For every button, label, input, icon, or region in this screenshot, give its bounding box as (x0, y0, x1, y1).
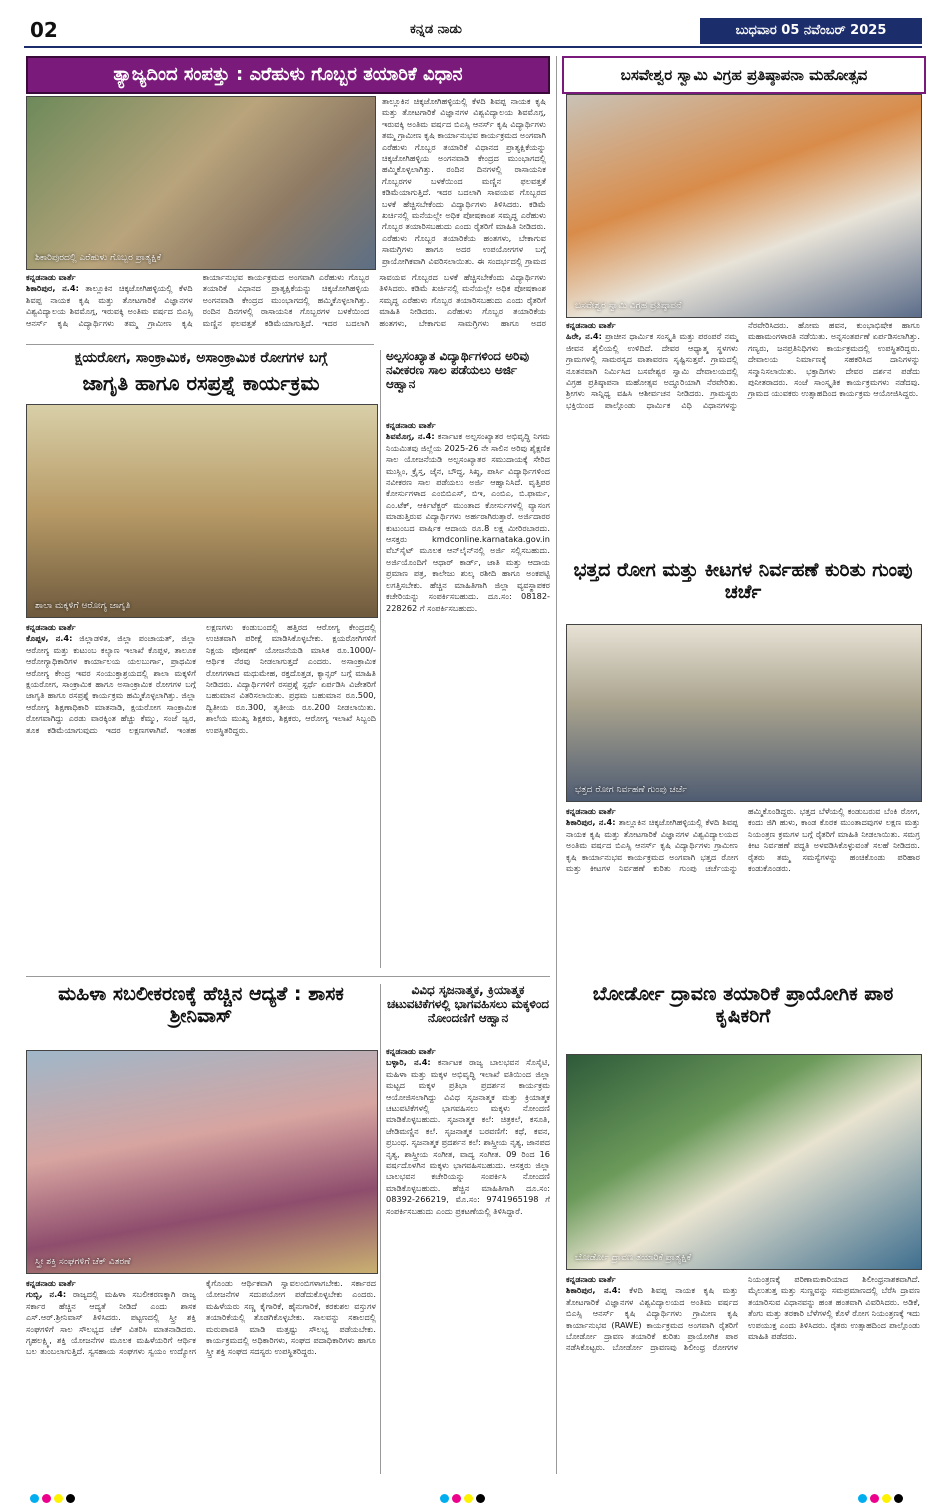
page-header (0, 0, 945, 44)
a8-body (566, 1274, 920, 1474)
a3-photo-caption: ಶಾಲಾ ಮಕ್ಕಳಿಗೆ ಆರೋಗ್ಯ ಜಾಗೃತಿ (35, 601, 131, 611)
a6-place: ಗುಬ್ಬಿ, ನ.4: (26, 1289, 67, 1300)
a2-place: ಹಿರೇ, ನ.4: (566, 331, 602, 342)
a8-text: ಕೆಳದಿ ಶಿವಪ್ಪ ನಾಯಕ ಕೃಷಿ ಮತ್ತು ತೋಟಗಾರಿಕೆ ವಿಜ್ಞಾನಗಳ ವಿಶ್ವವಿದ್ಯಾಲಯದ ಅಂತಿಮ ವರ್ಷದ ಬಿಎಸ್ಸಿ ಆನರ್ಸ್ ಕೃಷಿ ವಿದ್ಯಾರ್ಥಿಗಳು ಗ್ರಾಮೀಣ ಕೃಷಿ ಕಾರ್ಯಾನುಭವ (RAWE) ಕಾರ್ಯಕ್ರಮದ ಅಂಗವಾಗಿ ರೈತರಿಗೆ ಬೋರ್ಡೋ ದ್ರಾವಣ ತಯಾರಿಕೆ ಕುರಿತು ಪ್ರಾಯೋಗಿಕ ಪಾಠ ನಡೆಸಿಕೊಟ್ಟರು. ಬೋರ್ಡೋ ದ್ರಾವಣವು ಶಿಲೀಂಧ್ರ ರೋಗಗಳ ನಿಯಂತ್ರಣಕ್ಕೆ ಪರಿಣಾಮಕಾರಿಯಾದ ಶಿಲೀಂಧ್ರನಾಶಕವಾಗಿದೆ. ಮೈಲುತುತ್ತ ಮತ್ತು ಸುಣ್ಣವನ್ನು ಸಮಪ್ರಮಾಣದಲ್ಲಿ ಬೆರೆಸಿ ದ್ರಾವಣ ತಯಾರಿಸುವ ವಿಧಾನವನ್ನು ಹಂತ ಹಂತವಾಗಿ ವಿವರಿಸಿದರು. ಅಡಿಕೆ, ತೆಂಗು ಮತ್ತು ತರಕಾರಿ ಬೆಳೆಗಳಲ್ಲಿ ಕೊಳೆ ರೋಗ ನಿಯಂತ್ರಣಕ್ಕೆ ಇದು ಉಪಯುಕ್ತ ಎಂದು ತಿಳಿಸಿದರು. ರೈತರು ಉತ್ಸಾಹದಿಂದ ಪಾಲ್ಗೊಂಡು ಮಾಹಿತಿ ಪಡೆದರು. (566, 1274, 920, 1353)
a2-body (566, 320, 920, 548)
a1-text: ತಾಲ್ಲೂಕಿನ ಚಿಕ್ಕಜೋಗಿಹಳ್ಳಿಯಲ್ಲಿ ಕೆಳದಿ ಶಿವಪ್ಪ ನಾಯಕ ಕೃಷಿ ಮತ್ತು ತೋಟಗಾರಿಕೆ ವಿಜ್ಞಾನಗಳ ವಿಶ್ವವಿದ್ಯಾಲಯ ಶಿವಮೊಗ್ಗ, ಇರುವಕ್ಕಿ ಅಂತಿಮ ವರ್ಷದ ಬಿಎಸ್ಸಿ ಆನರ್ಸ್ ಕೃಷಿ ವಿದ್ಯಾರ್ಥಿಗಳು ತಮ್ಮ ಗ್ರಾಮೀಣ ಕೃಷಿ ಕಾರ್ಯಾನುಭವ ಕಾರ್ಯಕ್ರಮದ ಅಂಗವಾಗಿ ಎರೆಹುಳು ಗೊಬ್ಬರ ತಯಾರಿಕೆ ವಿಧಾನದ ಪ್ರಾತ್ಯಕ್ಷಿಕೆಯನ್ನು ಚಿಕ್ಕಜೋಗಿಹಳ್ಳಿಯ ಅಂಗನವಾಡಿ ಕೇಂದ್ರದ ಮುಂಭಾಗದಲ್ಲಿ ಹಮ್ಮಿಕೊಳ್ಳಲಾಗಿತ್ತು. ರಂದಿನ ದಿನಗಳಲ್ಲಿ ರಾಸಾಯನಿಕ ಗೊಬ್ಬರಗಳ ಬಳಕೆಯಿಂದ ಮಣ್ಣಿನ ಫಲವತ್ತತೆ ಕಡಿಮೆಯಾಗುತ್ತಿದೆ. ಇದರ ಬದಲಾಗಿ ಸಾವಯವ ಗೊಬ್ಬರದ ಬಳಕೆ ಹೆಚ್ಚಿಸಬೇಕೆಂದು ವಿದ್ಯಾರ್ಥಿಗಳು ತಿಳಿಸಿದರು. ಕಡಿಮೆ ಖರ್ಚಿನಲ್ಲಿ ಮನೆಯಲ್ಲೇ ಅಧಿಕ ಪೋಷಕಾಂಶ ಸಮೃದ್ಧ ಎರೆಹುಳು ಗೊಬ್ಬರ ತಯಾರಿಸಬಹುದು ಎಂದು ರೈತರಿಗೆ ಮಾಹಿತಿ ನೀಡಿದರು. ಎರೆಹುಳು ಗೊಬ್ಬರ ತಯಾರಿಕೆಯ ಹಂತಗಳು, ಬೇಕಾಗುವ ಸಾಮಗ್ರಿಗಳು ಹಾಗೂ ಅದರ (26, 272, 546, 328)
column-rule (380, 984, 381, 1474)
registration-marks (30, 1488, 78, 1507)
a7-byline: ಕನ್ನಡನಾಡು ವಾರ್ತೆ (386, 1046, 436, 1056)
a7-place: ಬಳ್ಳಾರಿ, ನ.4: (386, 1057, 431, 1068)
a1-body (26, 272, 546, 340)
a6-photo (26, 1050, 378, 1274)
a5-photo-caption: ಭತ್ತದ ರೋಗ ನಿರ್ವಹಣೆ ಗುಂಪು ಚರ್ಚೆ (575, 785, 687, 795)
a7-body (386, 1046, 550, 1474)
a4-body (386, 420, 550, 968)
a6-headline: ಮಹಿಳಾ ಸಬಲೀಕರಣಕ್ಕೆ ಹೆಚ್ಚಿನ ಆದ್ಯತೆ : ಶಾಸಕ ಶ್ರೀನಿವಾಸ್ (58, 983, 344, 1027)
a1-byline: ಕನ್ನಡನಾಡು ವಾರ್ತೆ (26, 272, 76, 282)
a1-photo (26, 96, 376, 270)
a6-body (26, 1278, 376, 1474)
a1-body-cont (382, 96, 546, 268)
a8-photo-caption: ಬೋರ್ಡೋ ದ್ರಾವಣ ತಯಾರಿಕೆ ಪ್ರಾತ್ಯಕ್ಷಿಕೆ (575, 1253, 692, 1263)
a1-photo-caption: ಶಿಕಾರಿಪುರದಲ್ಲಿ ಎರೆಹುಳು ಗೊಬ್ಬರ ಪ್ರಾತ್ಯಕ್ಷಿಕೆ (35, 253, 162, 263)
a3-photo (26, 404, 378, 618)
a5-photo (566, 624, 922, 802)
a1-text-cont: ತಾಲ್ಲೂಕಿನ ಚಿಕ್ಕಜೋಗಿಹಳ್ಳಿಯಲ್ಲಿ ಕೆಳದಿ ಶಿವಪ್ಪ ನಾಯಕ ಕೃಷಿ ಮತ್ತು ತೋಟಗಾರಿಕೆ ವಿಜ್ಞಾನಗಳ ವಿಶ್ವವಿದ್ಯಾಲಯ ಶಿವಮೊಗ್ಗ, ಇರುವಕ್ಕಿ ಅಂತಿಮ ವರ್ಷದ ಬಿಎಸ್ಸಿ ಆನರ್ಸ್ ಕೃಷಿ ವಿದ್ಯಾರ್ಥಿಗಳು ತಮ್ಮ ಗ್ರಾಮೀಣ ಕೃಷಿ ಕಾರ್ಯಾನುಭವ ಕಾರ್ಯಕ್ರಮದ ಅಂಗವಾಗಿ ಎರೆಹುಳು ಗೊಬ್ಬರ ತಯಾರಿಕೆ ವಿಧಾನದ ಪ್ರಾತ್ಯಕ್ಷಿಕೆಯನ್ನು ಚಿಕ್ಕಜೋಗಿಹಳ್ಳಿಯ ಅಂಗನವಾಡಿ ಕೇಂದ್ರದ ಮುಂಭಾಗದಲ್ಲಿ ಹಮ್ಮಿಕೊಳ್ಳಲಾಗಿತ್ತು. ರಂದಿನ ದಿನಗಳಲ್ಲಿ ರಾಸಾಯನಿಕ ಗೊಬ್ಬರಗಳ ಬಳಕೆಯಿಂದ ಮಣ್ಣಿನ ಫಲವತ್ತತೆ ಕಡಿಮೆಯಾಗುತ್ತಿದೆ. ಇದರ ಬದಲಾಗಿ ಸಾವಯವ ಗೊಬ್ಬರದ ಬಳಕೆ ಹೆಚ್ಚಿಸಬೇಕೆಂದು ವಿದ್ಯಾರ್ಥಿಗಳು ತಿಳಿಸಿದರು. ಕಡಿಮೆ ಖರ್ಚಿನಲ್ಲಿ ಮನೆಯಲ್ಲೇ ಅಧಿಕ ಪೋಷಕಾಂಶ ಸಮೃದ್ಧ ಎರೆಹುಳು ಗೊಬ್ಬರ ತಯಾರಿಸಬಹುದು ಎಂದು ರೈತರಿಗೆ ಮಾಹಿತಿ ನೀಡಿದರು. ಎರೆಹುಳು ಗೊಬ್ಬರ ತಯಾರಿಕೆಯ ಹಂತಗಳು, ಬೇಕಾಗುವ ಸಾಮಗ್ರಿಗಳು ಹಾಗೂ ಅದರ ಉಪಯೋಗಗಳ ಬಗ್ಗೆ ಪ್ರಾಯೋಗಿಕವಾಗಿ ವಿವರಿಸಲಾಯಿತು. ಈ ಸಂದರ್ಭದಲ್ಲಿ ಗ್ರಾಮದ (382, 96, 546, 266)
a2-photo-caption: ಬಸವೇಶ್ವರ ಸ್ವಾಮಿ ವಿಗ್ರಹ ಪ್ರತಿಷ್ಠಾಪನೆ (575, 301, 682, 311)
a3-kicker: ಕ್ಷಯರೋಗ, ಸಾಂಕ್ರಾಮಿಕ, ಅಸಾಂಕ್ರಾಮಿಕ ರೋಗಗಳ ಬಗ್ಗೆ (74, 350, 328, 366)
registration-marks (440, 1488, 488, 1507)
a2-headline: ಬಸವೇಶ್ವರ ಸ್ವಾಮಿ ವಿಗ್ರಹ ಪ್ರತಿಷ್ಠಾಪನಾ ಮಹೋತ್ಸವ (562, 56, 926, 94)
a7-text: ಕರ್ನಾಟಕ ರಾಜ್ಯ ಬಾಲಭವನ ಸೊಸೈಟಿ, ಮಹಿಳಾ ಮತ್ತು ಮಕ್ಕಳ ಅಭಿವೃದ್ಧಿ ಇಲಾಖೆ ವತಿಯಿಂದ ಜಿಲ್ಲಾ ಮಟ್ಟದ ಮಕ್ಕಳ ಪ್ರತಿಭಾ ಪ್ರದರ್ಶನ ಕಾರ್ಯಕ್ರಮ ಆಯೋಜಿಸಲಾಗಿದ್ದು ವಿವಿಧ ಸೃಜನಾತ್ಮಕ ಮತ್ತು ಕ್ರಿಯಾತ್ಮಕ ಚಟುವಟಿಕೆಗಳಲ್ಲಿ ಭಾಗವಹಿಸಲು ಮಕ್ಕಳು ನೋಂದಣಿ ಮಾಡಿಕೊಳ್ಳಬಹುದು. ಸೃಜನಾತ್ಮಕ ಕಲೆ: ಚಿತ್ರಕಲೆ, ಕಸೂತಿ, ಜೇಡಿಮಣ್ಣಿನ ಕಲೆ. ಸೃಜನಾತ್ಮಕ ಬರವಣಿಗೆ: ಕಥೆ, ಕವನ, ಪ್ರಬಂಧ. ಸೃಜನಾತ್ಮಕ ಪ್ರದರ್ಶನ ಕಲೆ: ಶಾಸ್ತ್ರೀಯ ನೃತ್ಯ, ಜಾನಪದ ನೃತ್ಯ, ಶಾಸ್ತ್ರೀಯ ಸಂಗೀತ, ವಾದ್ಯ ಸಂಗೀತ. 09 ರಿಂದ 16 ವರ್ಷದೊಳಗಿನ ಮಕ್ಕಳು ಭಾಗವಹಿಸಬಹುದು. ಆಸಕ್ತರು ಜಿಲ್ಲಾ ಬಾಲಭವನ ಕಚೇರಿಯನ್ನು ಸಂಪರ್ಕಿಸಿ ನೋಂದಣಿ ಮಾಡಿಕೊಳ್ಳಬಹುದು. ಹೆಚ್ಚಿನ ಮಾಹಿತಿಗಾಗಿ ದೂ.ಸಂ: 08392-266219, ಮೊ.ಸಂ: 9741965198 ಗೆ ಸಂಪರ್ಕಿಸಬಹುದು ಎಂದು ಪ್ರಕಟಣೆಯಲ್ಲಿ ತಿಳಿಸಿದ್ದಾರೆ. (386, 1057, 550, 1216)
a3-text: ಜಿಲ್ಲಾಡಳಿತ, ಜಿಲ್ಲಾ ಪಂಚಾಯತ್, ಜಿಲ್ಲಾ ಆರೋಗ್ಯ ಮತ್ತು ಕುಟುಂಬ ಕಲ್ಯಾಣ ಇಲಾಖೆ ಕೊಪ್ಪಳ, ತಾಲೂಕ ಆರೋಗ್ಯಾಧಿಕಾರಿಗಳ ಕಾರ್ಯಾಲಯ ಯಲಬುರ್ಗಾ, ಪ್ರಾಥಮಿಕ ಆರೋಗ್ಯ ಕೇಂದ್ರ ಇವರ ಸಂಯುಕ್ತಾಶ್ರಯದಲ್ಲಿ ಶಾಲಾ ಮಕ್ಕಳಿಗೆ ಕ್ಷಯರೋಗ, ಸಾಂಕ್ರಾಮಿಕ ಹಾಗೂ ಅಸಾಂಕ್ರಾಮಿಕ ರೋಗಗಳ ಬಗ್ಗೆ ಜಾಗೃತಿ ಹಾಗೂ ರಸಪ್ರಶ್ನೆ ಕಾರ್ಯಕ್ರಮ ಹಮ್ಮಿಕೊಳ್ಳಲಾಗಿತ್ತು. ಜಿಲ್ಲಾ ಆರೋಗ್ಯ ಶಿಕ್ಷಣಾಧಿಕಾರಿ ಮಾತನಾಡಿ, ಕ್ಷಯರೋಗ ಸಾಂಕ್ರಾಮಿಕ ರೋಗವಾಗಿದ್ದು ಎರಡು ವಾರಕ್ಕಿಂತ ಹೆಚ್ಚು ಕೆಮ್ಮು, ಸಂಜೆ ಜ್ವರ, ತೂಕ ಕಡಿಮೆಯಾಗುವುದು ಇದರ ಲಕ್ಷಣಗಳಾಗಿವೆ. ಇಂತಹ ಲಕ್ಷಣಗಳು ಕಂಡುಬಂದಲ್ಲಿ ಹತ್ತಿರದ ಆರೋಗ್ಯ ಕೇಂದ್ರದಲ್ಲಿ ಉಚಿತವಾಗಿ ಪರೀಕ್ಷೆ ಮಾಡಿಸಿಕೊಳ್ಳಬೇಕು. ಕ್ಷಯರೋಗಿಗಳಿಗೆ ನಿಕ್ಷಯ ಪೋಷಣ್ ಯೋಜನೆಯಡಿ ಮಾಸಿಕ ರೂ.1000/- ಆರ್ಥಿಕ ನೆರವು ನೀಡಲಾಗುತ್ತದೆ ಎಂದರು. ಅಸಾಂಕ್ರಾಮಿಕ ರೋಗಗಳಾದ ಮಧುಮೇಹ, ರಕ್ತದೊತ್ತಡ, ಕ್ಯಾನ್ಸರ್ ಬಗ್ಗೆ ಮಾಹಿತಿ ನೀಡಿದರು. ವಿದ್ಯಾರ್ಥಿಗಳಿಗೆ ರಸಪ್ರಶ್ನೆ ಸ್ಪರ್ಧೆ ಏರ್ಪಡಿಸಿ ವಿಜೇತರಿಗೆ ಬಹುಮಾನ ವಿತರಿಸಲಾಯಿತು. ಪ್ರಥಮ ಬಹುಮಾನ ರೂ.500, ದ್ವಿತೀಯ ರೂ.300, ತೃತೀಯ ರೂ.200 ನೀಡಲಾಯಿತು. ಶಾಲೆಯ ಮುಖ್ಯ ಶಿಕ್ಷಕರು, ಶಿಕ್ಷಕರು, ಆರೋಗ್ಯ ಇಲಾಖೆ ಸಿಬ್ಬಂದಿ ಉಪಸ್ಥಿತರಿದ್ದರು. (26, 622, 376, 735)
a5-text: ತಾಲ್ಲೂಕಿನ ಚಿಕ್ಕಜೋಗಿಹಳ್ಳಿಯಲ್ಲಿ ಕೆಳದಿ ಶಿವಪ್ಪ ನಾಯಕ ಕೃಷಿ ಮತ್ತು ತೋಟಗಾರಿಕೆ ವಿಜ್ಞಾನಗಳ ವಿಶ್ವವಿದ್ಯಾಲಯದ ಅಂತಿಮ ವರ್ಷದ ಬಿಎಸ್ಸಿ ಆನರ್ಸ್ ಕೃಷಿ ವಿದ್ಯಾರ್ಥಿಗಳು ಗ್ರಾಮೀಣ ಕೃಷಿ ಕಾರ್ಯಾನುಭವ ಕಾರ್ಯಕ್ರಮದ ಅಂಗವಾಗಿ ಭತ್ತದ ರೋಗ ಮತ್ತು ಕೀಟಗಳ ನಿರ್ವಹಣೆ ಕುರಿತು ಗುಂಪು ಚರ್ಚೆಯನ್ನು ಹಮ್ಮಿಕೊಂಡಿದ್ದರು. ಭತ್ತದ ಬೆಳೆಯಲ್ಲಿ ಕಂಡುಬರುವ ಬೆಂಕಿ ರೋಗ, ಕಂದು ಜಿಗಿ ಹುಳು, ಕಾಂಡ ಕೊರಕ ಮುಂತಾದವುಗಳ ಲಕ್ಷಣ ಮತ್ತು ನಿಯಂತ್ರಣ ಕ್ರಮಗಳ ಬಗ್ಗೆ ರೈತರಿಗೆ ಮಾಹಿತಿ ನೀಡಲಾಯಿತು. ಸಮಗ್ರ ಕೀಟ ನಿರ್ವಹಣೆ ಪದ್ಧತಿ ಅಳವಡಿಸಿಕೊಳ್ಳುವಂತೆ ಸಲಹೆ ನೀಡಿದರು. ರೈತರು ತಮ್ಮ ಸಮಸ್ಯೆಗಳನ್ನು ಹಂಚಿಕೊಂಡು ಪರಿಹಾರ ಕಂಡುಕೊಂಡರು. (566, 806, 920, 874)
a4-headline: ಅಲ್ಪಸಂಖ್ಯಾತ ವಿದ್ಯಾರ್ಥಿಗಳಿಂದ ಅರಿವು ನವೀಕರಣ ಸಾಲ ಪಡೆಯಲು ಅರ್ಜಿ ಆಹ್ವಾನ (386, 349, 530, 391)
a4-byline: ಕನ್ನಡನಾಡು ವಾರ್ತೆ (386, 420, 436, 430)
a4-text: ಕರ್ನಾಟಕ ಅಲ್ಪಸಂಖ್ಯಾತರ ಅಭಿವೃದ್ಧಿ ನಿಗಮ ನಿಯಮಿತವು ಜಿಲ್ಲೆಯ 2025-26 ನೇ ಸಾಲಿನ ಅರಿವು ಶೈಕ್ಷಣಿಕ ಸಾಲ ಯೋಜನೆಯಡಿ ಅಲ್ಪಸಂಖ್ಯಾತರ ಸಮುದಾಯಕ್ಕೆ ಸೇರಿದ ಮುಸ್ಲಿಂ, ಕ್ರೈಸ್ತ, ಜೈನ, ಬೌದ್ಧ, ಸಿಖ್ಖ, ಪಾರ್ಸಿ ವಿದ್ಯಾರ್ಥಿಗಳಿಂದ ನವೀಕರಣ ಸಾಲ ಪಡೆಯಲು ಅರ್ಜಿ ಆಹ್ವಾನಿಸಿದೆ. ವೃತ್ತಿಪರ ಕೋರ್ಸುಗಳಾದ ಎಂಬಿಬಿಎಸ್, ಬಿಇ, ಎಂಬಿಎ, ಬಿ.ಫಾರ್ಮ, ಎಂ.ಟೆಕ್, ಆರ್ಕಿಟೆಕ್ಚರ್ ಮುಂತಾದ ಕೋರ್ಸುಗಳಲ್ಲಿ ವ್ಯಾಸಂಗ ಮಾಡುತ್ತಿರುವ ವಿದ್ಯಾರ್ಥಿಗಳು ಅರ್ಹರಾಗಿರುತ್ತಾರೆ. ಅರ್ಜಿದಾರರ ಕುಟುಂಬದ ವಾರ್ಷಿಕ ಆದಾಯ ರೂ.8 ಲಕ್ಷ ಮೀರಿರಬಾರದು. ಆಸಕ್ತರು kmdconline.karnataka.gov.in ವೆಬ್‌ಸೈಟ್ ಮೂಲಕ ಆನ್‌ಲೈನ್‌ನಲ್ಲಿ ಅರ್ಜಿ ಸಲ್ಲಿಸಬಹುದು. ಅರ್ಜಿಯೊಂದಿಗೆ ಆಧಾರ್ ಕಾರ್ಡ್, ಜಾತಿ ಮತ್ತು ಆದಾಯ ಪ್ರಮಾಣ ಪತ್ರ, ಕಾಲೇಜು ಶುಲ್ಕ ರಶೀದಿ ಹಾಗೂ ಅಂಕಪಟ್ಟಿ ಲಗತ್ತಿಸಬೇಕು. ಹೆಚ್ಚಿನ ಮಾಹಿತಿಗಾಗಿ ಜಿಲ್ಲಾ ವ್ಯವಸ್ಥಾಪಕರ ಕಚೇರಿಯನ್ನು ಸಂಪರ್ಕಿಸಬಹುದು. ದೂ.ಸಂ: 08182-228262 ಗೆ ಸಂಪರ್ಕಿಸಬಹುದು. (386, 431, 550, 613)
a5-place: ಶಿಕಾರಿಪುರ, ನ.4: (566, 817, 616, 828)
a8-headline: ಬೋರ್ಡೋ ದ್ರಾವಣ ತಯಾರಿಕೆ ಪ್ರಾಯೋಗಿಕ ಪಾಠ ಕೃಷಿಕರಿಗೆ (592, 983, 894, 1027)
a6-photo-caption: ಸ್ತ್ರೀ ಶಕ್ತಿ ಸಂಘಗಳಿಗೆ ಚೆಕ್ ವಿತರಣೆ (35, 1257, 131, 1267)
a2-photo (566, 94, 922, 318)
a3-headline: ಜಾಗೃತಿ ಹಾಗೂ ರಸಪ್ರಶ್ನೆ ಕಾರ್ಯಕ್ರಮ (82, 371, 320, 395)
a6-text: ರಾಜ್ಯದಲ್ಲಿ ಮಹಿಳಾ ಸಬಲೀಕರಣಕ್ಕಾಗಿ ರಾಜ್ಯ ಸರ್ಕಾರ ಹೆಚ್ಚಿನ ಆದ್ಯತೆ ನೀಡಿದೆ ಎಂದು ಶಾಸಕ ಎಸ್.ಆರ್.ಶ್ರೀನಿವಾಸ್ ತಿಳಿಸಿದರು. ಪಟ್ಟಣದಲ್ಲಿ ಸ್ತ್ರೀ ಶಕ್ತಿ ಸಂಘಗಳಿಗೆ ಸಾಲ ಸೌಲಭ್ಯದ ಚೆಕ್ ವಿತರಿಸಿ ಮಾತನಾಡಿದರು. ಗೃಹಲಕ್ಷ್ಮಿ, ಶಕ್ತಿ ಯೋಜನೆಗಳ ಮೂಲಕ ಮಹಿಳೆಯರಿಗೆ ಆರ್ಥಿಕ ಬಲ ತುಂಬಲಾಗುತ್ತಿದೆ. ಸ್ವಸಹಾಯ ಸಂಘಗಳು ಸ್ವಯಂ ಉದ್ಯೋಗ ಕೈಗೊಂಡು ಆರ್ಥಿಕವಾಗಿ ಸ್ವಾವಲಂಬಿಗಳಾಗಬೇಕು. ಸರ್ಕಾರದ ಯೋಜನೆಗಳ ಸದುಪಯೋಗ ಪಡೆದುಕೊಳ್ಳಬೇಕು ಎಂದರು. ಮಹಿಳೆಯರು ಸಣ್ಣ ಕೈಗಾರಿಕೆ, ಹೈನುಗಾರಿಕೆ, ಕರಕುಶಲ ವಸ್ತುಗಳ ತಯಾರಿಕೆಯಲ್ಲಿ ತೊಡಗಿಕೊಳ್ಳಬೇಕು. ಸಾಲವನ್ನು ಸಕಾಲದಲ್ಲಿ ಮರುಪಾವತಿ ಮಾಡಿ ಮತ್ತಷ್ಟು ಸೌಲಭ್ಯ ಪಡೆಯಬೇಕು. ಕಾರ್ಯಕ್ರಮದಲ್ಲಿ ಅಧಿಕಾರಿಗಳು, ಸಂಘದ ಪದಾಧಿಕಾರಿಗಳು ಹಾಗೂ ಸ್ತ್ರೀ ಶಕ್ತಿ ಸಂಘದ ಸದಸ್ಯರು ಉಪಸ್ಥಿತರಿದ್ದರು. (26, 1278, 376, 1357)
a6-byline: ಕನ್ನಡನಾಡು ವಾರ್ತೆ (26, 1278, 76, 1288)
divider (26, 976, 550, 977)
a5-headline: ಭತ್ತದ ರೋಗ ಮತ್ತು ಕೀಟಗಳ ನಿರ್ವಹಣೆ ಕುರಿತು ಗುಂಪು ಚರ್ಚೆ (573, 559, 913, 603)
a8-byline: ಕನ್ನಡನಾಡು ವಾರ್ತೆ (566, 1274, 616, 1284)
date-bar: ಬುಧವಾರ 05 ನವೆಂಬರ್ 2025 (700, 18, 922, 44)
masthead: ಕನ್ನಡ ನಾಡು (410, 22, 462, 37)
a5-body (566, 806, 920, 974)
a3-body (26, 622, 376, 968)
column-rule (380, 350, 381, 968)
a4-place: ಶಿವಮೊಗ್ಗ, ನ.4: (386, 431, 435, 442)
a1-headline: ತ್ಯಾಜ್ಯದಿಂದ ಸಂಪತ್ತು : ಎರೆಹುಳು ಗೊಬ್ಬರ ತಯಾರಿಕೆ ವಿಧಾನ (26, 56, 550, 94)
a3-byline: ಕನ್ನಡನಾಡು ವಾರ್ತೆ (26, 622, 76, 632)
column-rule (556, 56, 557, 1474)
page-number: 02 (30, 18, 58, 42)
a3-place: ಕೊಪ್ಪಳ, ನ.4: (26, 633, 73, 644)
a2-text: ಪ್ರಾಚೀನ ಧಾರ್ಮಿಕ ಸಂಸ್ಕೃತಿ ಮತ್ತು ಪರಂಪರೆ ನಮ್ಮ ಜೀವನ ಶೈಲಿಯಲ್ಲಿ ಉಳಿದಿದೆ. ದೇವರ ಆಧ್ಯಾತ್ಮ ಸ್ಥಳಗಳು ಗ್ರಾಮಗಳಲ್ಲಿ ಸಾಮರಸ್ಯದ ವಾತಾವರಣ ಸೃಷ್ಟಿಸುತ್ತವೆ. ಗ್ರಾಮದಲ್ಲಿ ನೂತನವಾಗಿ ನಿರ್ಮಿಸಿದ ಬಸವೇಶ್ವರ ಸ್ವಾಮಿ ದೇವಾಲಯದಲ್ಲಿ ವಿಗ್ರಹ ಪ್ರತಿಷ್ಠಾಪನಾ ಮಹೋತ್ಸವ ಅದ್ಧೂರಿಯಾಗಿ ನೆರವೇರಿತು. ಶ್ರೀಗಳು ಸಾನ್ನಿಧ್ಯ ವಹಿಸಿ ಆಶೀರ್ವಚನ ನೀಡಿದರು. ಗ್ರಾಮಸ್ಥರು ಭಕ್ತಿಯಿಂದ ಪಾಲ್ಗೊಂಡು ಧಾರ್ಮಿಕ ವಿಧಿ ವಿಧಾನಗಳನ್ನು ನೆರವೇರಿಸಿದರು. ಹೋಮ ಹವನ, ಕುಂಭಾಭಿಷೇಕ ಹಾಗೂ ಮಹಾಮಂಗಳಾರತಿ ನಡೆಯಿತು. ಅನ್ನಸಂತರ್ಪಣೆ ಏರ್ಪಡಿಸಲಾಗಿತ್ತು. ಗಣ್ಯರು, ಜನಪ್ರತಿನಿಧಿಗಳು ಕಾರ್ಯಕ್ರಮದಲ್ಲಿ ಉಪಸ್ಥಿತರಿದ್ದರು. ದೇವಾಲಯ ನಿರ್ಮಾಣಕ್ಕೆ ಸಹಕರಿಸಿದ ದಾನಿಗಳನ್ನು ಸನ್ಮಾನಿಸಲಾಯಿತು. ಭಕ್ತಾದಿಗಳು ದೇವರ ದರ್ಶನ ಪಡೆದು ಪುನೀತರಾದರು. ಸಂಜೆ ಸಾಂಸ್ಕೃತಿಕ ಕಾರ್ಯಕ್ರಮಗಳು ನಡೆದವು. ಗ್ರಾಮದ ಯುವಕರು ಉತ್ಸಾಹದಿಂದ ಕಾರ್ಯಕ್ರಮ ಆಯೋಜಿಸಿದ್ದರು. (566, 320, 920, 410)
a1-place: ಶಿಕಾರಿಪುರ, ನ.4: (26, 283, 79, 294)
divider (26, 344, 374, 345)
header-rule (24, 46, 922, 48)
a8-place: ಶಿಕಾರಿಪುರ, ನ.4: (566, 1285, 621, 1296)
a2-byline: ಕನ್ನಡನಾಡು ವಾರ್ತೆ (566, 320, 616, 330)
a5-byline: ಕನ್ನಡನಾಡು ವಾರ್ತೆ (566, 806, 616, 816)
registration-marks (858, 1488, 906, 1507)
a8-photo (566, 1054, 922, 1270)
a7-headline: ವಿವಿಧ ಸೃಜನಾತ್ಮಕ, ಕ್ರಿಯಾತ್ಮಕ ಚಟುವಟಿಕೆಗಳಲ್ಲಿ ಭಾಗವಹಿಸಲು ಮಕ್ಕಳಿಂದ ನೋಂದಣಿಗೆ ಆಹ್ವಾನ (386, 983, 550, 1025)
